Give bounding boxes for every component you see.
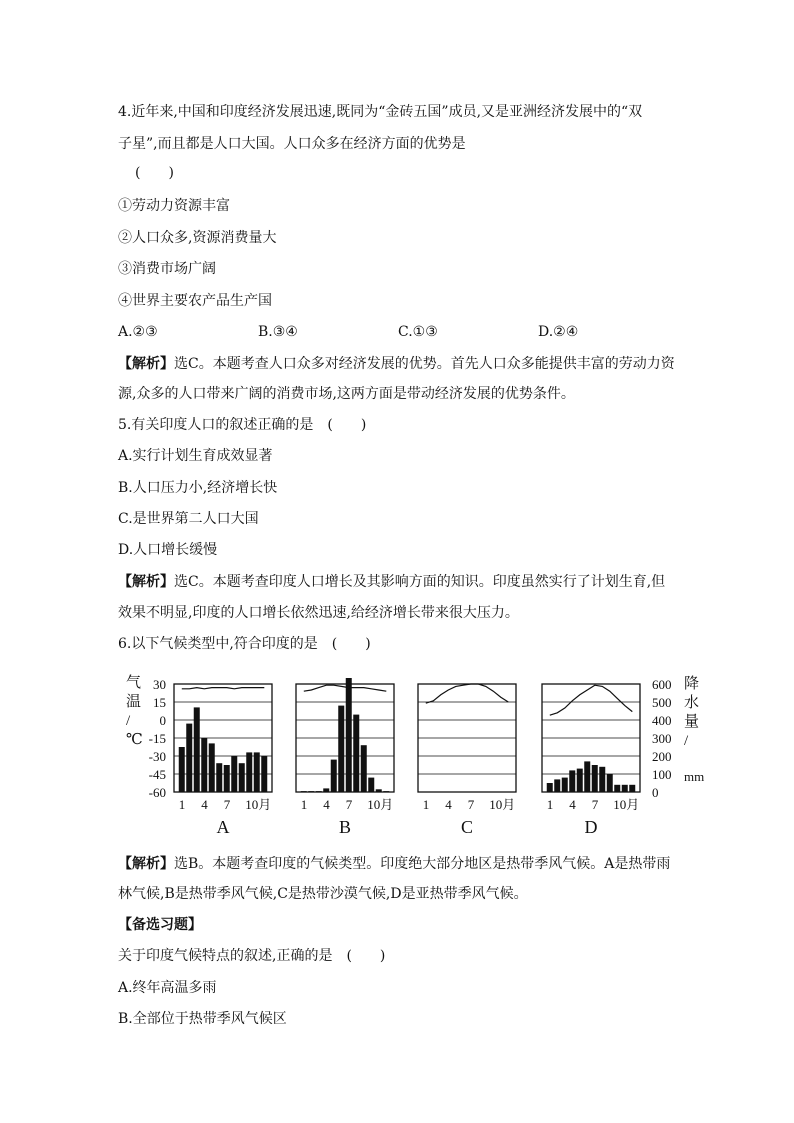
precipitation-bar	[622, 785, 628, 792]
extra-option-b: B.全部位于热带季风气候区	[118, 1011, 287, 1027]
month-tick-label: 7	[345, 797, 353, 812]
month-tick-label: 7	[223, 797, 231, 812]
extra-heading: 【备选习题】	[118, 917, 202, 933]
climate-graphs-svg	[118, 668, 718, 840]
q5-analysis-line2: 效果不明显,印度的人口增长依然迅速,给经济增长带来很大压力。	[118, 605, 519, 621]
precipitation-bar	[629, 785, 635, 792]
q6-analysis-line1	[118, 854, 670, 874]
precipitation-bar	[338, 706, 344, 792]
panel-label: B	[338, 817, 352, 837]
precipitation-bar	[194, 707, 200, 792]
month-tick-label: 10月	[489, 797, 516, 812]
precipitation-tick-label: 600	[652, 677, 672, 692]
precipitation-tick-label: 0	[652, 785, 659, 800]
precipitation-bar	[179, 747, 185, 792]
month-tick-label: 1	[546, 797, 554, 812]
q5-option-b: B.人口压力小,经济增长快	[118, 480, 278, 496]
analysis-tag: 【解析】	[118, 356, 174, 372]
month-tick-label: 10月	[613, 797, 640, 812]
precipitation-bar	[231, 756, 237, 792]
q4-stem-line1: 4.近年来,中国和印度经济发展迅速,既同为“金砖五国”成员,又是亚洲经济发展中的“双	[118, 104, 643, 120]
precipitation-axis-label-char: /	[684, 733, 689, 749]
q6-analysis-line2: 林气候,B是热带季风气候,C是热带沙漠气候,D是亚热带季风气候。	[118, 886, 528, 902]
q4-stem-line2: 子星”,而且都是人口大国。人口众多在经济方面的优势是	[118, 136, 466, 152]
q4-item-1: ①劳动力资源丰富	[118, 198, 230, 214]
precipitation-bar	[584, 761, 590, 792]
precipitation-tick-label: 200	[652, 749, 672, 764]
month-tick-label: 7	[591, 797, 599, 812]
precipitation-bar	[201, 738, 207, 792]
month-tick-label: 1	[178, 797, 186, 812]
q5-analysis-line1	[118, 572, 665, 592]
panel-label: C	[460, 817, 474, 837]
q4-item-3: ③消费市场广阔	[118, 261, 216, 277]
precipitation-bar	[547, 783, 553, 792]
precipitation-bar	[323, 788, 329, 792]
temperature-axis-label-char: /	[126, 713, 131, 729]
q4-item-2: ②人口众多,资源消费量大	[118, 230, 277, 246]
temperature-axis-label-char: ℃	[126, 732, 143, 748]
q4-analysis-line1	[118, 354, 675, 374]
precipitation-tick-label: 400	[652, 713, 672, 728]
precipitation-bar	[592, 765, 598, 792]
temperature-line	[304, 685, 387, 691]
q4-option-b: B.③④	[258, 324, 298, 340]
temperature-tick-label: 30	[153, 677, 166, 692]
precipitation-axis-label-char: mm	[684, 769, 705, 784]
precipitation-bar	[383, 791, 389, 792]
precipitation-bar	[308, 791, 314, 792]
q6-analysis-text: 选B。本题考查印度的气候类型。印度绝大部分地区是热带季风气候。A是热带雨	[174, 856, 671, 872]
temperature-line	[182, 688, 264, 689]
precipitation-bar	[186, 724, 192, 792]
temperature-tick-label: 0	[159, 713, 166, 728]
month-tick-label: 1	[422, 797, 430, 812]
precipitation-bar	[607, 774, 613, 792]
extra-stem: 关于印度气候特点的叙述,正确的是 ( )	[118, 948, 386, 964]
precipitation-bar	[216, 763, 222, 792]
precipitation-bar	[376, 789, 382, 792]
precipitation-bar	[346, 678, 352, 792]
month-tick-label: 10月	[245, 797, 272, 812]
temperature-tick-label: -15	[148, 731, 166, 746]
precipitation-tick-label: 300	[652, 731, 672, 746]
precipitation-bar	[316, 791, 322, 792]
climate-graphs-figure	[118, 668, 718, 844]
month-tick-label: 4	[569, 797, 576, 812]
precipitation-bar	[562, 778, 568, 792]
temperature-tick-label: 15	[153, 695, 166, 710]
precipitation-bar	[301, 791, 307, 792]
precipitation-bar	[361, 745, 367, 792]
q4-option-c: C.①③	[398, 324, 438, 340]
temperature-axis-label-char: 温	[126, 694, 142, 710]
temperature-tick-label: -60	[148, 785, 166, 800]
precipitation-bar	[224, 765, 230, 792]
month-tick-label: 1	[300, 797, 308, 812]
month-tick-label: 4	[445, 797, 452, 812]
panel-label: D	[584, 817, 598, 837]
month-tick-label: 4	[201, 797, 208, 812]
precipitation-bar	[261, 756, 267, 792]
precipitation-axis-label-char: 降	[684, 676, 700, 692]
temperature-tick-label: -30	[148, 749, 166, 764]
q5-analysis-text: 选C。本题考查印度人口增长及其影响方面的知识。印度虽然实行了计划生育,但	[174, 574, 666, 590]
precipitation-bar	[599, 767, 605, 792]
q5-option-a: A.实行计划生育成效显著	[118, 448, 273, 464]
q4-answer-paren: ( )	[135, 165, 174, 181]
precipitation-axis-label-char: 水	[684, 695, 700, 711]
q5-stem: 5.有关印度人口的叙述正确的是 ( )	[118, 417, 367, 433]
precipitation-bar	[554, 779, 560, 792]
precipitation-bar	[254, 752, 260, 792]
precipitation-tick-label: 100	[652, 767, 672, 782]
precipitation-bar	[569, 770, 575, 792]
precipitation-bar	[209, 743, 215, 792]
month-tick-label: 7	[467, 797, 475, 812]
q4-analysis-line2: 源,众多的人口带来广阔的消费市场,这两方面是带动经济发展的优势条件。	[118, 386, 575, 402]
temperature-line	[550, 685, 633, 715]
month-tick-label: 4	[323, 797, 330, 812]
temperature-line	[426, 684, 509, 703]
q4-option-a: A.②③	[118, 324, 158, 340]
precipitation-bar	[239, 763, 245, 792]
precipitation-tick-label: 500	[652, 695, 672, 710]
precipitation-axis-label-char: 量	[684, 714, 700, 730]
panel-label: A	[216, 817, 230, 837]
temperature-tick-label: -45	[148, 767, 166, 782]
analysis-tag: 【解析】	[118, 856, 174, 872]
q4-option-d: D.②④	[538, 324, 579, 340]
analysis-tag: 【解析】	[118, 574, 174, 590]
precipitation-bar	[577, 769, 583, 792]
month-tick-label: 10月	[367, 797, 394, 812]
precipitation-bar	[246, 752, 252, 792]
q5-option-d: D.人口增长缓慢	[118, 542, 218, 558]
q5-option-c: C.是世界第二人口大国	[118, 511, 259, 527]
q4-analysis-text: 选C。本题考查人口众多对经济发展的优势。首先人口众多能提供丰富的劳动力资	[174, 356, 675, 372]
extra-option-a: A.终年高温多雨	[118, 980, 217, 996]
precipitation-bar	[331, 760, 337, 792]
precipitation-bar	[614, 785, 620, 792]
q4-item-4: ④世界主要农产品生产国	[118, 293, 272, 309]
precipitation-bar	[353, 715, 359, 792]
temperature-axis-label-char: 气	[126, 675, 142, 691]
precipitation-bar	[368, 778, 374, 792]
q6-stem: 6.以下气候类型中,符合印度的是 ( )	[118, 636, 371, 652]
